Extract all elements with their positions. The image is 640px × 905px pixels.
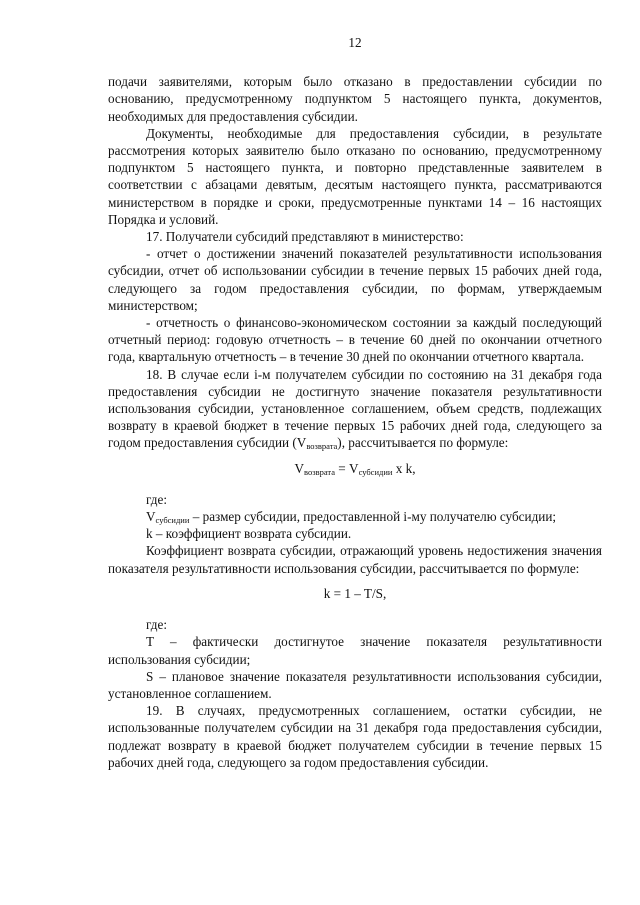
paragraph-18-subscript: возврата [306, 441, 338, 452]
definition-t: T – фактически достигнутое значение показателя результативности использования субсидии; [108, 634, 602, 667]
paragraph-report-results: - отчет о достижении значений показателей результативности использования субсидии, отчет об использовании субсидии в течение первых 15 рабочих дней года, следующего за годом предоставления субсидии, по формам, утверждаемым министерством; [108, 246, 602, 313]
paragraph-17: 17. Получатели субсидий представляют в министерство: [146, 229, 464, 245]
where-label-2: где: [146, 617, 167, 633]
formula-k: k = 1 – T/S, [323, 585, 387, 601]
paragraph-report-finance: - отчетность о финансово-экономическом состоянии за каждый последующий отчетный период: годовую отчетность – в течение 60 дней по окончании отчетного года, квартальную отчетность – в течение 30 дней по окончании отчетного квартала. [108, 315, 602, 365]
formula-v-return-lhs: V [294, 460, 305, 476]
formula-v-return-rhs-sub: субсидии [358, 466, 393, 477]
where-label-1: где: [146, 491, 167, 507]
paragraph-documents: Документы, необходимые для предоставления субсидии, в результате рассмотрения которых заявителю было отказано по основанию, предусмотренному подпунктом 5 настоящего пункта, и повторно представленные заявителем в соответствии с абзацами девятым, десятым настоящего пункта, рассматриваются министерством в порядке и сроки, предусмотренные пунктами 14 – 16 настоящих Порядка и условий. [108, 125, 602, 227]
formula-v-return [108, 460, 602, 477]
definition-v-text: – размер субсидии, предоставленной i-му получателю субсидии; [189, 509, 557, 525]
definition-s: S – плановое значение показателя результативности использования субсидии, установленное соглашением. [108, 668, 602, 701]
paragraph-k-intro: Коэффициент возврата субсидии, отражающий уровень недостижения значения показателя результативности использования субсидии, рассчитывается по формуле: [108, 543, 602, 576]
paragraph-19: 19. В случаях, предусмотренных соглашением, остатки субсидии, не использованные получателем субсидии на 31 декабря года предоставления субсидии, подлежат возврату в краевой бюджет получателем субсидии в течение первых 15 рабочих дней года, следующего за годом предоставления субсидии. [108, 703, 602, 770]
paragraph-18-tail: ), рассчитывается по формуле: [337, 435, 509, 451]
definition-v-symbol: V [146, 509, 156, 525]
paragraph-18 [108, 366, 602, 452]
formula-v-return-eq: = V [335, 460, 359, 476]
formula-v-return-lhs-sub: возврата [304, 466, 335, 477]
formula-v-return-tail: x k, [392, 460, 416, 476]
definition-v-subsidy [108, 508, 602, 525]
paragraph-18-text: 18. В случае если i-м получателем субсидии по состоянию на 31 декабря года предоставления субсидии не достигнуто значение показателя результативности использования субсидии, установленное соглашением, объем средств, подлежащих возврату в краевой бюджет в течение первых 15 рабочих дней года, следующего за годом предоставления субсидии (V [108, 366, 602, 451]
definition-k: k – коэффициент возврата субсидии. [146, 526, 352, 542]
page-number: 12 [348, 35, 362, 50]
paragraph-continuation: подачи заявителями, которым было отказано в предоставлении субсидии по основанию, предусмотренному подпунктом 5 настоящего пункта, документов, необходимых для предоставления субсидии. [108, 74, 602, 124]
definition-v-subscript: субсидии [155, 515, 190, 526]
